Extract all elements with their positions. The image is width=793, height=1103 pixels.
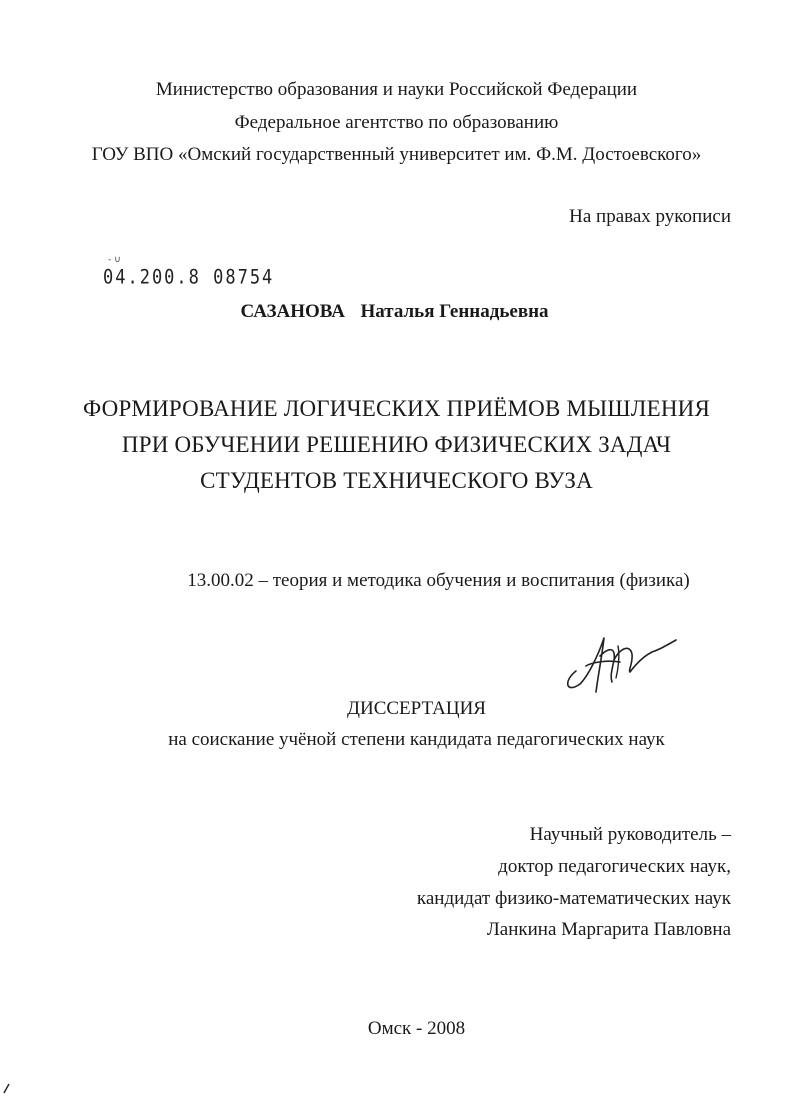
specialty-line: 13.00.02 – теория и методика обучения и воспитания (физика) bbox=[187, 570, 690, 591]
place-year: Омск - 2008 bbox=[367, 1018, 466, 1039]
author-given-names: Наталья Геннадьевна bbox=[360, 301, 549, 322]
supervisor-role: Научный руководитель – bbox=[529, 824, 731, 845]
signature-image bbox=[558, 626, 708, 696]
title-line-3: СТУДЕНТОВ ТЕХНИЧЕСКОГО ВУЗА bbox=[200, 468, 593, 493]
supervisor-degree-2: кандидат физико-математических наук bbox=[416, 888, 731, 909]
scan-mark-icon bbox=[3, 1082, 11, 1094]
document-type: ДИССЕРТАЦИЯ bbox=[347, 698, 486, 719]
library-stamp-number: 04.200.8 08754 bbox=[103, 266, 275, 289]
supervisor-degree-1: доктор педагогических наук, bbox=[498, 856, 731, 877]
degree-line: на соискание учёной степени кандидата педагогических наук bbox=[168, 729, 665, 750]
stamp-mark: - ∪ bbox=[108, 255, 121, 265]
supervisor-name: Ланкина Маргарита Павловна bbox=[486, 919, 731, 940]
university-line: ГОУ ВПО «Омский государственный университет им. Ф.М. Достоевского» bbox=[91, 144, 702, 165]
title-line-2: ПРИ ОБУЧЕНИИ РЕШЕНИЮ ФИЗИЧЕСКИХ ЗАДАЧ bbox=[121, 432, 672, 457]
title-line-1: ФОРМИРОВАНИЕ ЛОГИЧЕСКИХ ПРИЁМОВ МЫШЛЕНИЯ bbox=[82, 396, 710, 421]
agency-line: Федеральное агентство по образованию bbox=[234, 112, 559, 133]
ministry-line: Министерство образования и науки Российской Федерации bbox=[155, 79, 638, 100]
author-name bbox=[0, 300, 791, 324]
manuscript-note: На правах рукописи bbox=[569, 206, 731, 227]
author-surname: САЗАНОВА bbox=[240, 301, 345, 322]
